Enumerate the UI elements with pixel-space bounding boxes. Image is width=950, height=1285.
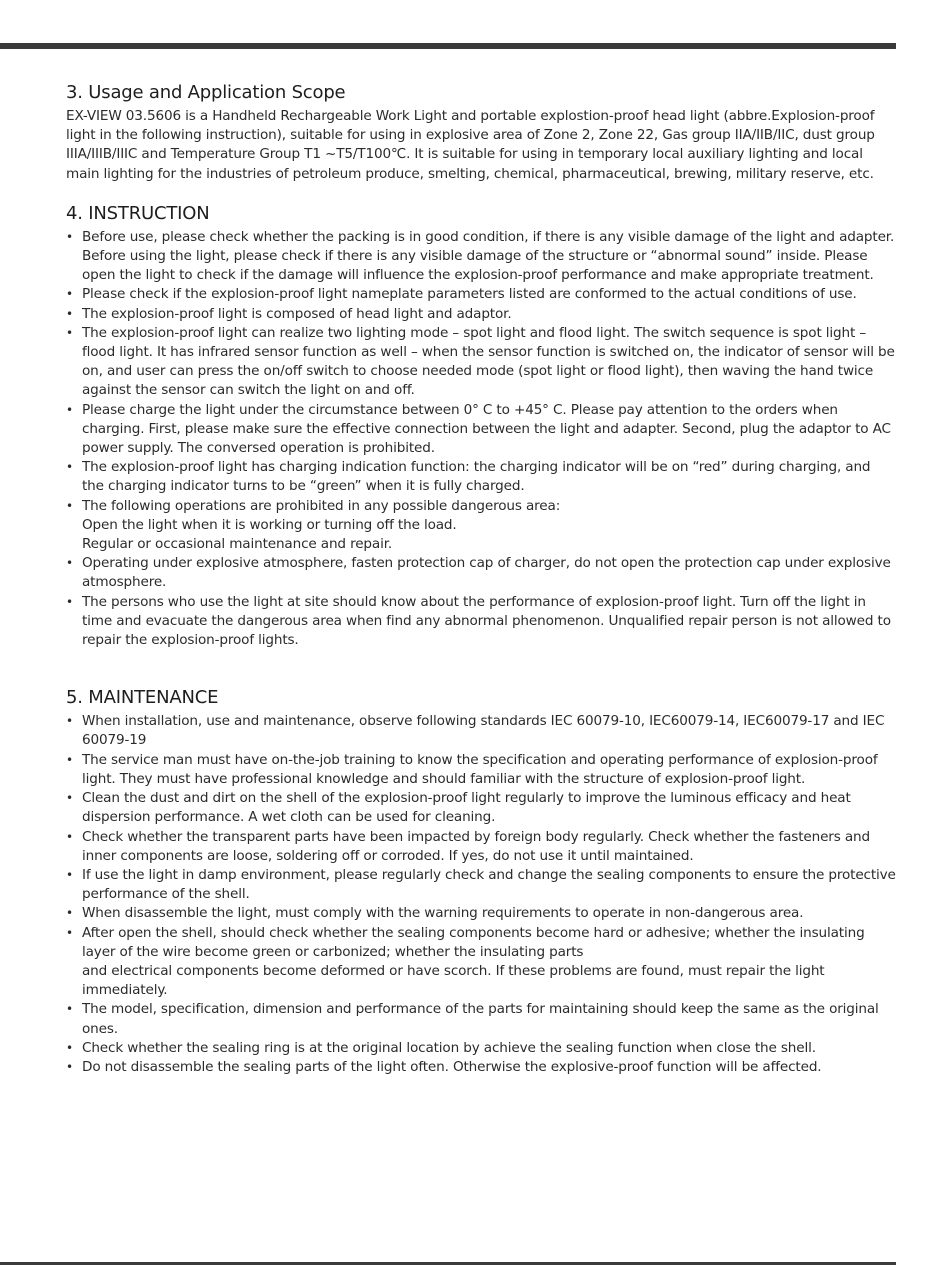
list-item: • Check whether the sealing ring is at the original location by achieve the sealing function when close the shell. xyxy=(66,1039,896,1058)
list-item: • Operating under explosive atmosphere, fasten protection cap of charger, do not open the protection cap under explosive atmosphere. xyxy=(66,554,896,592)
list-item-line: • The following operations are prohibited in any possible dangerous area: xyxy=(82,497,561,514)
list-item: • Please check if the explosion-proof light nameplate parameters listed are conformed to the actual conditions of use. xyxy=(66,285,896,304)
section-paragraph: EX-VIEW 03.5606 is a Handheld Rechargeable Work Light and portable explostion-proof head light (abbre.Explosion-proof light in the following instruction), suitable for using in explosive area of Zone 2, Zone 22, Gas group IIA/IIB/IIC, dust group IIIA/IIIB/IIIC and Temperature Group T1 ~T5/T100℃. It is suitable for using in temporary local auxiliary lighting and local main lighting for the industries of petroleum produce, smelting, chemical, pharmaceutical, brewing, military reserve, etc. xyxy=(66,108,875,182)
list-item: • The explosion-proof light can realize two lighting mode – spot light and flood light. The switch sequence is spot light – flood light. It has infrared sensor function as well – when the sensor function is switched on, the indicator of sensor will be on, and user can press the on/off switch to choose needed mode (spot light or flood light), then waving the hand twice against the sensor can switch the light on and off. xyxy=(66,324,896,401)
list-item-line: Open the light when it is working or turning off the load. xyxy=(82,516,457,533)
list-item: • The service man must have on-the-job training to know the specification and operating performance of explosion-proof light. They must have professional knowledge and should familiar with the structure of explosion-proof light. xyxy=(66,751,896,789)
list-item xyxy=(66,497,896,555)
list-item: • Please charge the light under the circumstance between 0° C to +45° C. Please pay attention to the orders when charging. First, please make sure the effective connection between the light and adapter. Second, plug the adaptor to AC power supply. The conversed operation is prohibited. xyxy=(66,401,896,459)
section-instruction xyxy=(66,201,896,650)
top-rule xyxy=(0,43,896,49)
list-item-line: and electrical components become deformed or have scorch. If these problems are found, must repair the light immediately. xyxy=(82,962,825,999)
instruction-list xyxy=(66,228,896,650)
list-item: • When disassemble the light, must comply with the warning requirements to operate in non-dangerous area. xyxy=(66,904,896,923)
list-item xyxy=(66,924,896,1001)
list-item-line: • After open the shell, should check whether the sealing components become hard or adhesive; whether the insulating layer of the wire become green or carbonized; whether the insulating parts xyxy=(82,924,865,960)
section-maintenance xyxy=(66,685,896,1077)
maintenance-list xyxy=(66,712,896,1077)
section-title: 5. MAINTENANCE xyxy=(66,687,219,709)
list-item: • Check whether the transparent parts have been impacted by foreign body regularly. Check whether the fasteners and inner components are loose, soldering off or corroded. If yes, do not use it until maintained. xyxy=(66,828,896,866)
list-item: • Before use, please check whether the packing is in good condition, if there is any visible damage of the light and adapter. Before using the light, please check if there is any visible damage of the structure or “abnormal sound” inside. Please open the light to check if the damage will influence the explosion-proof performance and make appropriate treatment. xyxy=(66,228,896,286)
list-item: • The model, specification, dimension and performance of the parts for maintaining should keep the same as the original ones. xyxy=(66,1000,896,1038)
section-usage-scope xyxy=(66,80,896,184)
list-item: • The explosion-proof light is composed of head light and adaptor. xyxy=(66,305,896,324)
list-item: • If use the light in damp environment, please regularly check and change the sealing components to ensure the protective performance of the shell. xyxy=(66,866,896,904)
list-item: • The persons who use the light at site should know about the performance of explosion-proof light. Turn off the light in time and evacuate the dangerous area when find any abnormal phenomenon. Unqualified repair person is not allowed to repair the explosion-proof lights. xyxy=(66,593,896,651)
bottom-rule xyxy=(0,1262,896,1265)
section-title: 4. INSTRUCTION xyxy=(66,202,210,224)
section-title: 3. Usage and Application Scope xyxy=(66,82,346,103)
list-item-line: Regular or occasional maintenance and repair. xyxy=(82,536,393,553)
list-item: • The explosion-proof light has charging indication function: the charging indicator will be on “red” during charging, and the charging indicator turns to be “green” when it is fully charged. xyxy=(66,458,896,496)
document-page xyxy=(66,80,896,1077)
list-item: • Clean the dust and dirt on the shell of the explosion-proof light regularly to improve the luminous efficacy and heat dispersion performance. A wet cloth can be used for cleaning. xyxy=(66,789,896,827)
list-item: • When installation, use and maintenance, observe following standards IEC 60079-10, IEC60079-14, IEC60079-17 and IEC 60079-19 xyxy=(66,712,896,750)
list-item: • Do not disassemble the sealing parts of the light often. Otherwise the explosive-proof function will be affected. xyxy=(66,1058,896,1077)
